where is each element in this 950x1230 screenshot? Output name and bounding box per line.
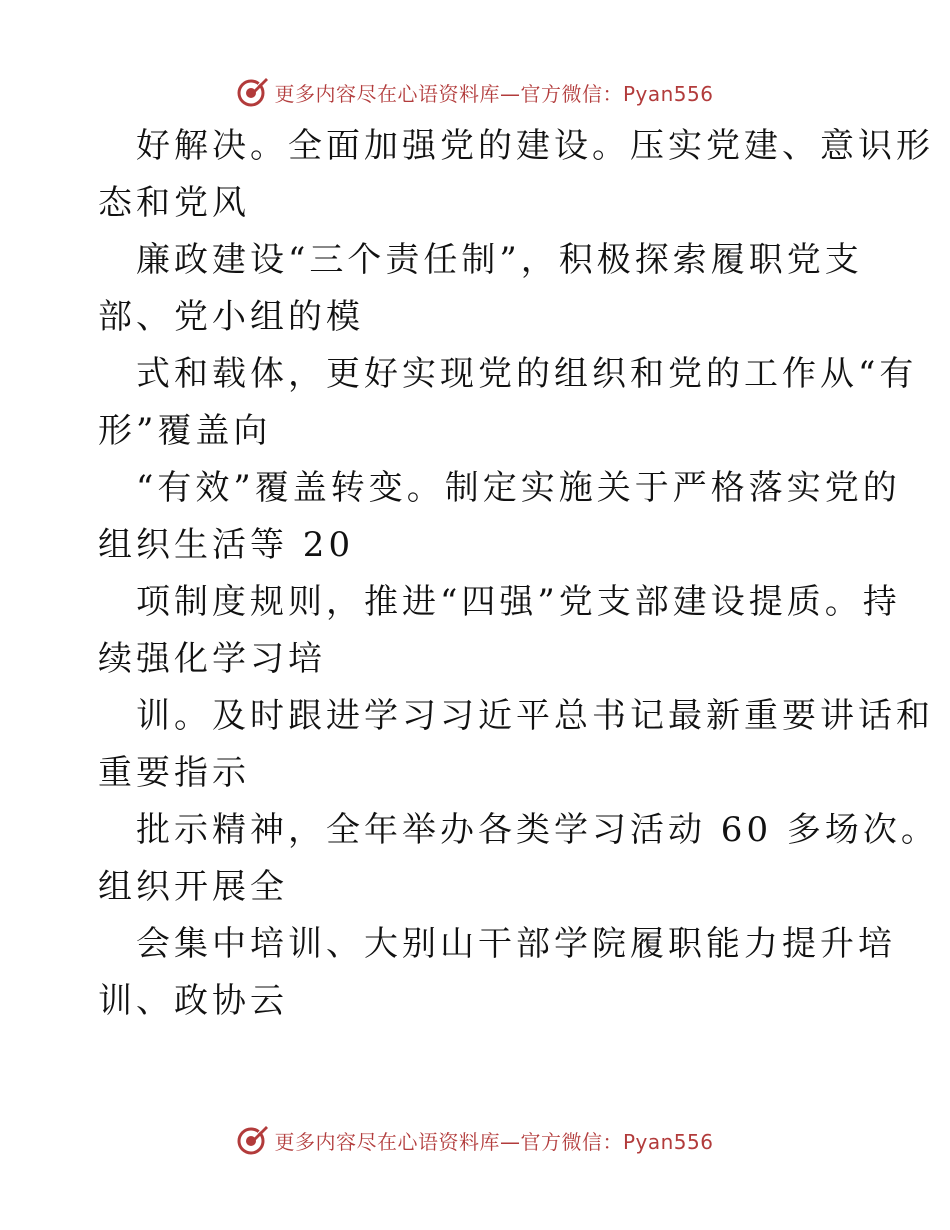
pen-circle-logo-icon	[236, 1123, 270, 1157]
paragraph-line: 项制度规则，推进“四强”党支部建设提质。持	[136, 582, 901, 622]
paragraph-line: 组织开展全	[98, 867, 288, 907]
header-banner-text: 更多内容尽在心语资料库—官方微信：Pyan556	[274, 81, 714, 106]
paragraph-line: 廉政建设“三个责任制”，积极探索履职党支	[136, 240, 863, 280]
paragraph-line: “有效”覆盖转变。制定实施关于严格落实党的	[136, 468, 901, 508]
paragraph-line: 态和党风	[98, 183, 250, 223]
paragraph-line: 形”覆盖向	[98, 411, 272, 451]
paragraph-line: 重要指示	[98, 753, 250, 793]
paragraph-line: 好解决。全面加强党的建设。压实党建、意识形	[136, 126, 934, 166]
paragraph-line: 式和载体，更好实现党的组织和党的工作从“有	[136, 354, 918, 394]
paragraph-line: 续强化学习培	[98, 639, 326, 679]
paragraph-line: 部、党小组的模	[98, 297, 364, 337]
pen-circle-logo-icon	[236, 75, 270, 109]
paragraph-line: 组织生活等 20	[98, 525, 355, 565]
header-banner	[0, 72, 950, 112]
paragraph-line: 批示精神，全年举办各类学习活动 60 多场次。	[136, 810, 939, 850]
footer-banner-text: 更多内容尽在心语资料库—官方微信：Pyan556	[274, 1129, 714, 1154]
paragraph-line: 训、政协云	[98, 981, 288, 1021]
paragraph-line: 会集中培训、大别山干部学院履职能力提升培	[136, 924, 896, 964]
footer-banner	[0, 1120, 950, 1160]
document-body	[98, 118, 939, 1030]
paragraph-line: 训。及时跟进学习习近平总书记最新重要讲话和	[136, 696, 934, 736]
